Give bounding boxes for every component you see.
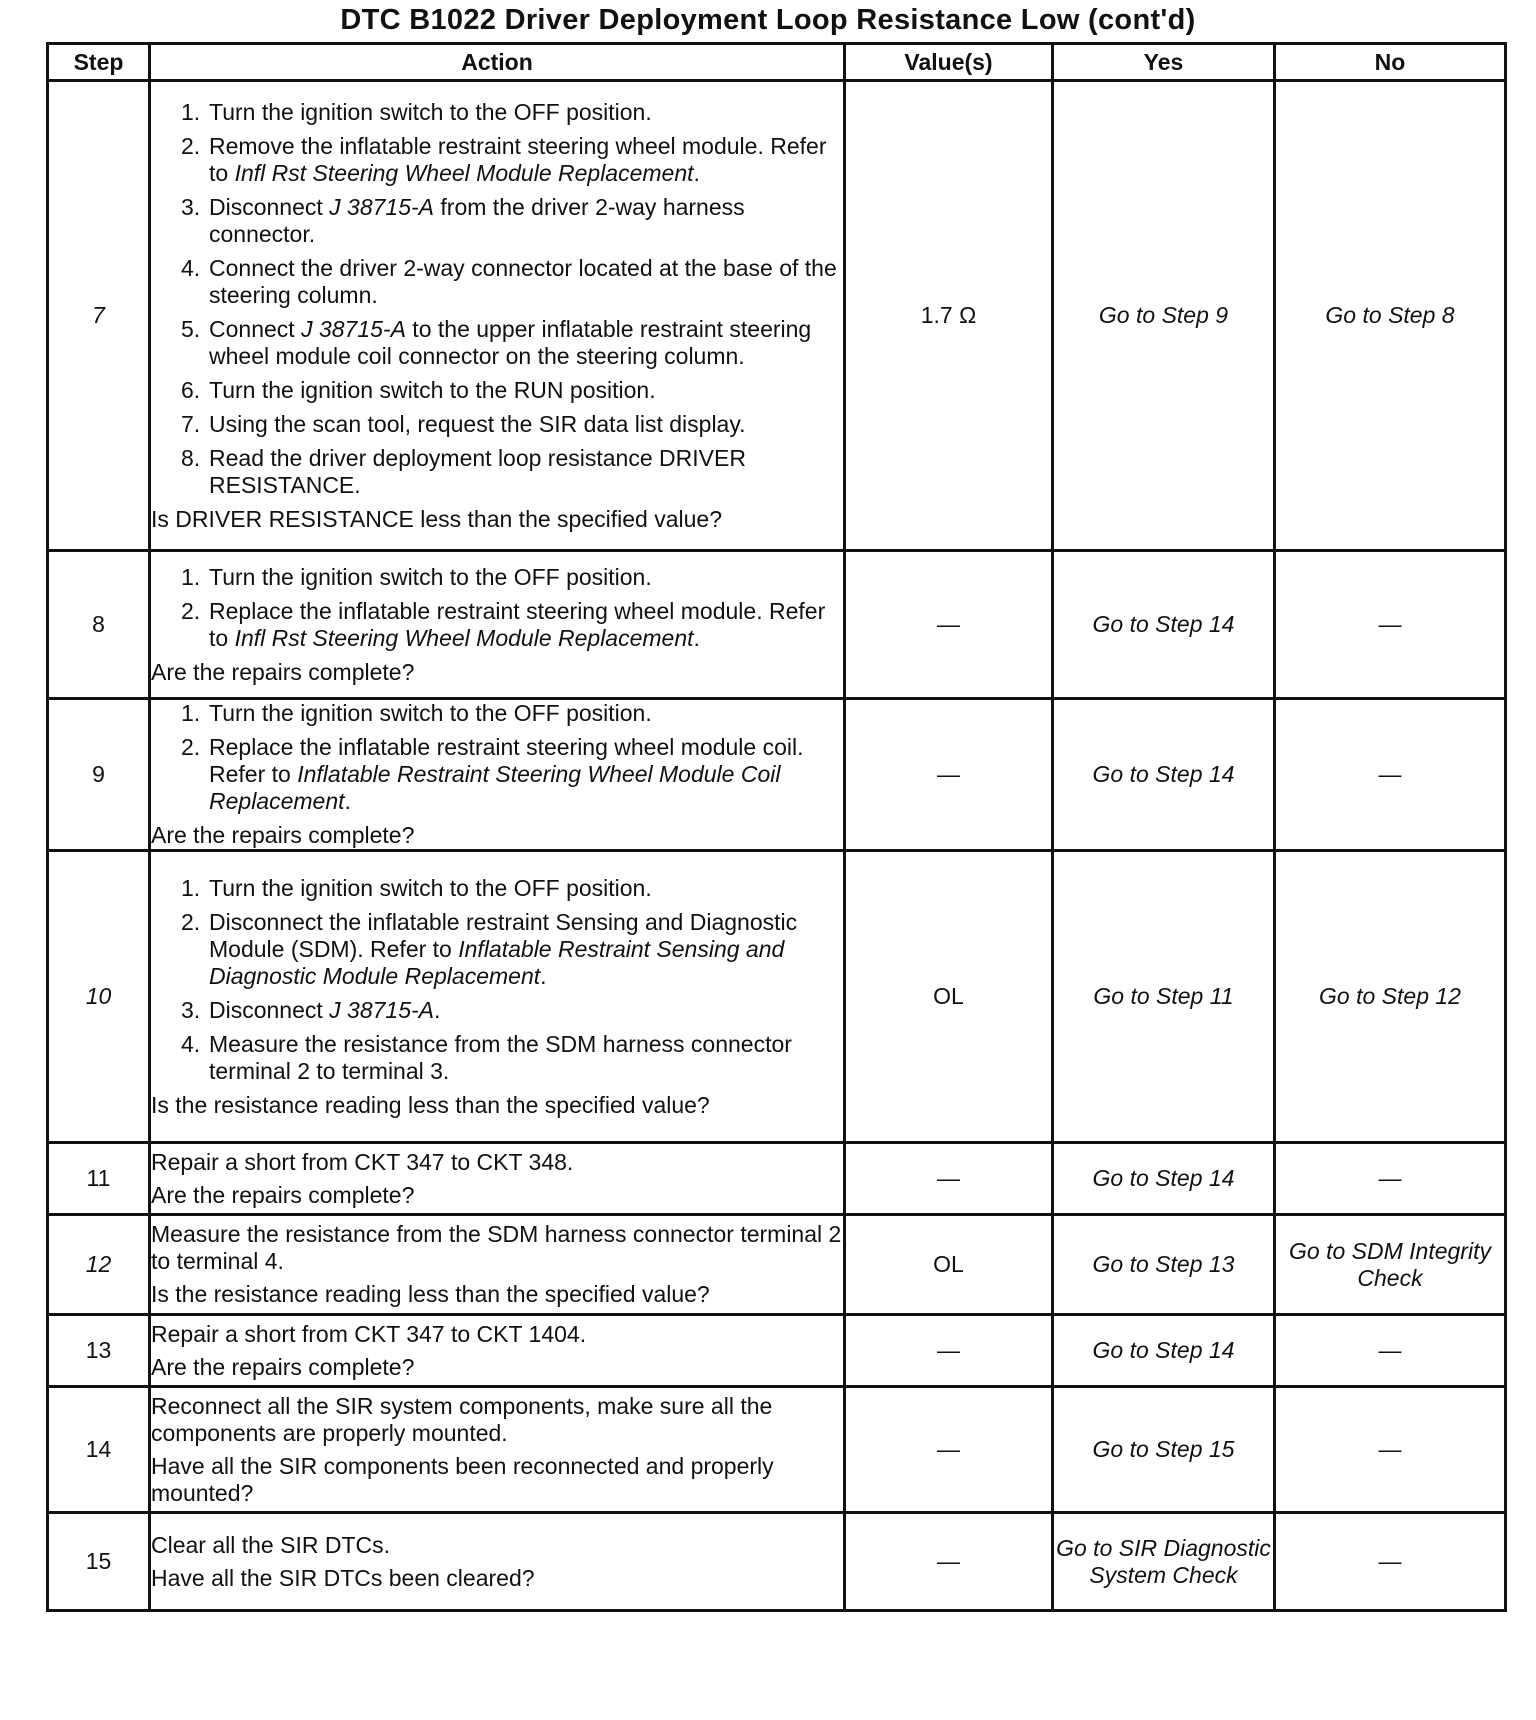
action-text: Reconnect all the SIR system components, make sure all the components are properly mounted. (151, 1392, 773, 1446)
action-item: Connect the driver 2-way connector located at the base of the steering column. (209, 254, 837, 308)
table-header-row (48, 44, 1506, 81)
value-cell: OL (845, 851, 1053, 1143)
yes-cell: Go to Step 15 (1053, 1387, 1275, 1513)
action-question: Is the resistance reading less than the specified value? (151, 1281, 710, 1307)
value-cell: — (845, 1387, 1053, 1513)
yes-cell: Go to SIR Diagnostic System Check (1053, 1513, 1275, 1611)
action-cell (150, 1387, 845, 1513)
header-step: Step (48, 44, 150, 81)
action-question: Have all the SIR DTCs been cleared? (151, 1564, 535, 1591)
yes-cell: Go to Step 14 (1053, 1315, 1275, 1387)
step-number: 14 (48, 1387, 150, 1513)
action-cell (150, 851, 845, 1143)
header-yes: Yes (1053, 44, 1275, 81)
action-item: Read the driver deployment loop resistance DRIVER RESISTANCE. (209, 444, 746, 498)
action-item: Remove the inflatable restraint steering wheel module. Refer to Infl Rst Steering Wheel Module Replacement. (209, 132, 827, 186)
action-item: Connect J 38715-A to the upper inflatable restraint steering wheel module coil connector on the steering column. (209, 315, 812, 369)
table-row (48, 699, 1506, 851)
value-cell: — (845, 699, 1053, 851)
value-cell: OL (845, 1215, 1053, 1315)
no-cell: — (1275, 1387, 1506, 1513)
table-row (48, 1387, 1506, 1513)
action-item: Turn the ignition switch to the OFF position. (209, 98, 652, 125)
action-text: Clear all the SIR DTCs. (151, 1531, 391, 1558)
action-question: Are the repairs complete? (151, 1353, 415, 1380)
table-row (48, 1513, 1506, 1611)
action-item: Turn the ignition switch to the RUN position. (209, 376, 656, 403)
action-question: Is DRIVER RESISTANCE less than the specified value? (151, 505, 722, 532)
action-item: Measure the resistance from the SDM harness connector terminal 2 to terminal 3. (209, 1030, 792, 1084)
action-question: Are the repairs complete? (151, 658, 415, 685)
table-row (48, 1215, 1506, 1315)
action-question: Are the repairs complete? (151, 1181, 415, 1208)
table-row (48, 1143, 1506, 1215)
yes-cell: Go to Step 9 (1053, 81, 1275, 551)
value-cell: — (845, 1315, 1053, 1387)
action-question: Is the resistance reading less than the specified value? (151, 1091, 710, 1118)
step-number: 11 (48, 1143, 150, 1215)
no-cell: — (1275, 1315, 1506, 1387)
action-text: Repair a short from CKT 347 to CKT 1404. (151, 1320, 587, 1347)
diagnostic-table (46, 42, 1507, 1612)
no-cell: Go to Step 12 (1275, 851, 1506, 1143)
no-cell: Go to SDM Integrity Check (1275, 1215, 1506, 1315)
step-number: 13 (48, 1315, 150, 1387)
action-cell (150, 1315, 845, 1387)
yes-cell: Go to Step 11 (1053, 851, 1275, 1143)
no-cell: — (1275, 1143, 1506, 1215)
step-number: 10 (48, 851, 150, 1143)
action-item: Replace the inflatable restraint steering wheel module. Refer to Infl Rst Steering Wheel Module Replacement. (209, 597, 826, 651)
table-row (48, 551, 1506, 699)
header-action: Action (150, 44, 845, 81)
yes-cell: Go to Step 14 (1053, 551, 1275, 699)
action-cell (150, 1143, 845, 1215)
action-cell (150, 699, 845, 851)
action-cell (150, 551, 845, 699)
action-item: Replace the inflatable restraint steering wheel module coil. Refer to Inflatable Restraint Steering Wheel Module Coil Replacement. (209, 734, 804, 814)
page-title: DTC B1022 Driver Deployment Loop Resistance Low (cont'd) (340, 4, 1196, 36)
no-cell: — (1275, 551, 1506, 699)
step-number: 12 (48, 1215, 150, 1315)
action-item: Disconnect the inflatable restraint Sensing and Diagnostic Module (SDM). Refer to Inflatable Restraint Sensing and Diagnostic Module Replacement. (209, 908, 798, 989)
action-item: Turn the ignition switch to the OFF position. (209, 874, 652, 901)
action-item: Using the scan tool, request the SIR data list display. (209, 410, 746, 437)
table-row (48, 1315, 1506, 1387)
action-item: Turn the ignition switch to the OFF position. (209, 563, 652, 590)
action-cell (150, 1513, 845, 1611)
step-number: 7 (48, 81, 150, 551)
yes-cell: Go to Step 13 (1053, 1215, 1275, 1315)
action-cell (150, 1215, 845, 1315)
no-cell: Go to Step 8 (1275, 81, 1506, 551)
action-question: Are the repairs complete? (151, 822, 415, 848)
value-cell: — (845, 1143, 1053, 1215)
action-text: Measure the resistance from the SDM harness connector terminal 2 to terminal 4. (151, 1221, 842, 1274)
step-number: 15 (48, 1513, 150, 1611)
no-cell: — (1275, 1513, 1506, 1611)
value-cell: — (845, 551, 1053, 699)
value-cell: — (845, 1513, 1053, 1611)
header-no: No (1275, 44, 1506, 81)
action-item: Turn the ignition switch to the OFF position. (209, 700, 652, 726)
action-text: Repair a short from CKT 347 to CKT 348. (151, 1148, 574, 1175)
yes-cell: Go to Step 14 (1053, 1143, 1275, 1215)
step-number: 8 (48, 551, 150, 699)
table-row (48, 851, 1506, 1143)
action-question: Have all the SIR components been reconnected and properly mounted? (151, 1452, 774, 1506)
no-cell: — (1275, 699, 1506, 851)
header-value: Value(s) (845, 44, 1053, 81)
table-row (48, 81, 1506, 551)
value-cell: 1.7 Ω (845, 81, 1053, 551)
action-item: Disconnect J 38715-A from the driver 2-way harness connector. (209, 193, 745, 247)
yes-cell: Go to Step 14 (1053, 699, 1275, 851)
action-item: Disconnect J 38715-A. (209, 996, 441, 1023)
action-cell (150, 81, 845, 551)
step-number: 9 (48, 699, 150, 851)
